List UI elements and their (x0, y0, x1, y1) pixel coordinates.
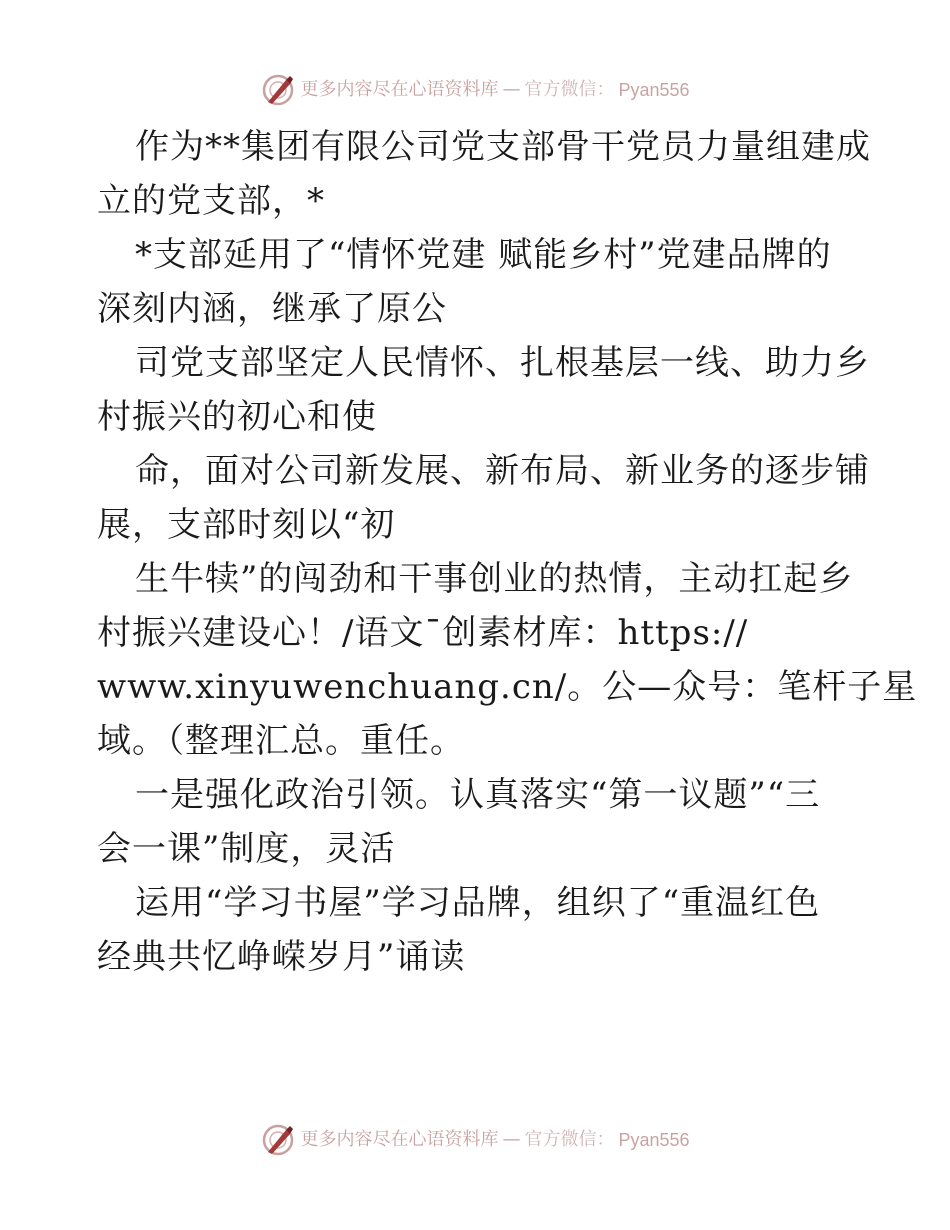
text-line: 经典共忆峥嵘岁月”诵读 (97, 937, 466, 977)
text-line: 作为**集团有限公司党支部骨干党员力量组建成 (135, 127, 871, 167)
text-line: 展，支部时刻以“初 (97, 505, 396, 545)
text-line: 域。（整理汇总。重任。 (97, 721, 465, 761)
text-line: *支部延用了“情怀党建 赋能乡村”党建品牌的 (135, 235, 832, 275)
footer-watermark-banner (0, 1120, 950, 1160)
banner-wechat-label: 官方微信： (524, 1129, 615, 1150)
banner-main-text: 更多内容尽在心语资料库 (300, 1129, 499, 1150)
header-watermark-banner (0, 70, 950, 110)
text-line: 立的党支部，* (97, 181, 325, 221)
text-line: 村振兴建设心！/语文¯创素材库：https:// (97, 613, 749, 653)
text-line: 司党支部坚定人民情怀、扎根基层一线、助力乡 (135, 343, 870, 383)
pen-logo-icon (260, 72, 296, 108)
pen-logo-icon (260, 1122, 296, 1158)
text-line: www.xinyuwenchuang.cn/。公—众号：笔杆子星 (97, 667, 918, 707)
text-line: 生牛犊”的闯劲和干事创业的热情，主动扛起乡 (135, 559, 854, 599)
text-line: 命，面对公司新发展、新布局、新业务的逐步铺 (135, 451, 870, 491)
banner-dash: — (502, 1129, 521, 1150)
text-line: 一是强化政治引领。认真落实“第一议题”“三 (135, 775, 821, 815)
banner-wechat-id: Pyan556 (618, 80, 690, 100)
text-line: 村振兴的初心和使 (97, 397, 377, 437)
text-line: 深刻内涵，继承了原公 (97, 289, 447, 329)
text-line: 运用“学习书屋”学习品牌，组织了“重温红色 (135, 883, 821, 923)
banner-wechat-id: Pyan556 (618, 1130, 690, 1150)
banner-dash: — (502, 79, 521, 100)
text-line: 会一课”制度，灵活 (97, 829, 396, 869)
document-body (97, 120, 918, 984)
banner-wechat-label: 官方微信： (524, 79, 615, 100)
banner-main-text: 更多内容尽在心语资料库 (300, 79, 499, 100)
